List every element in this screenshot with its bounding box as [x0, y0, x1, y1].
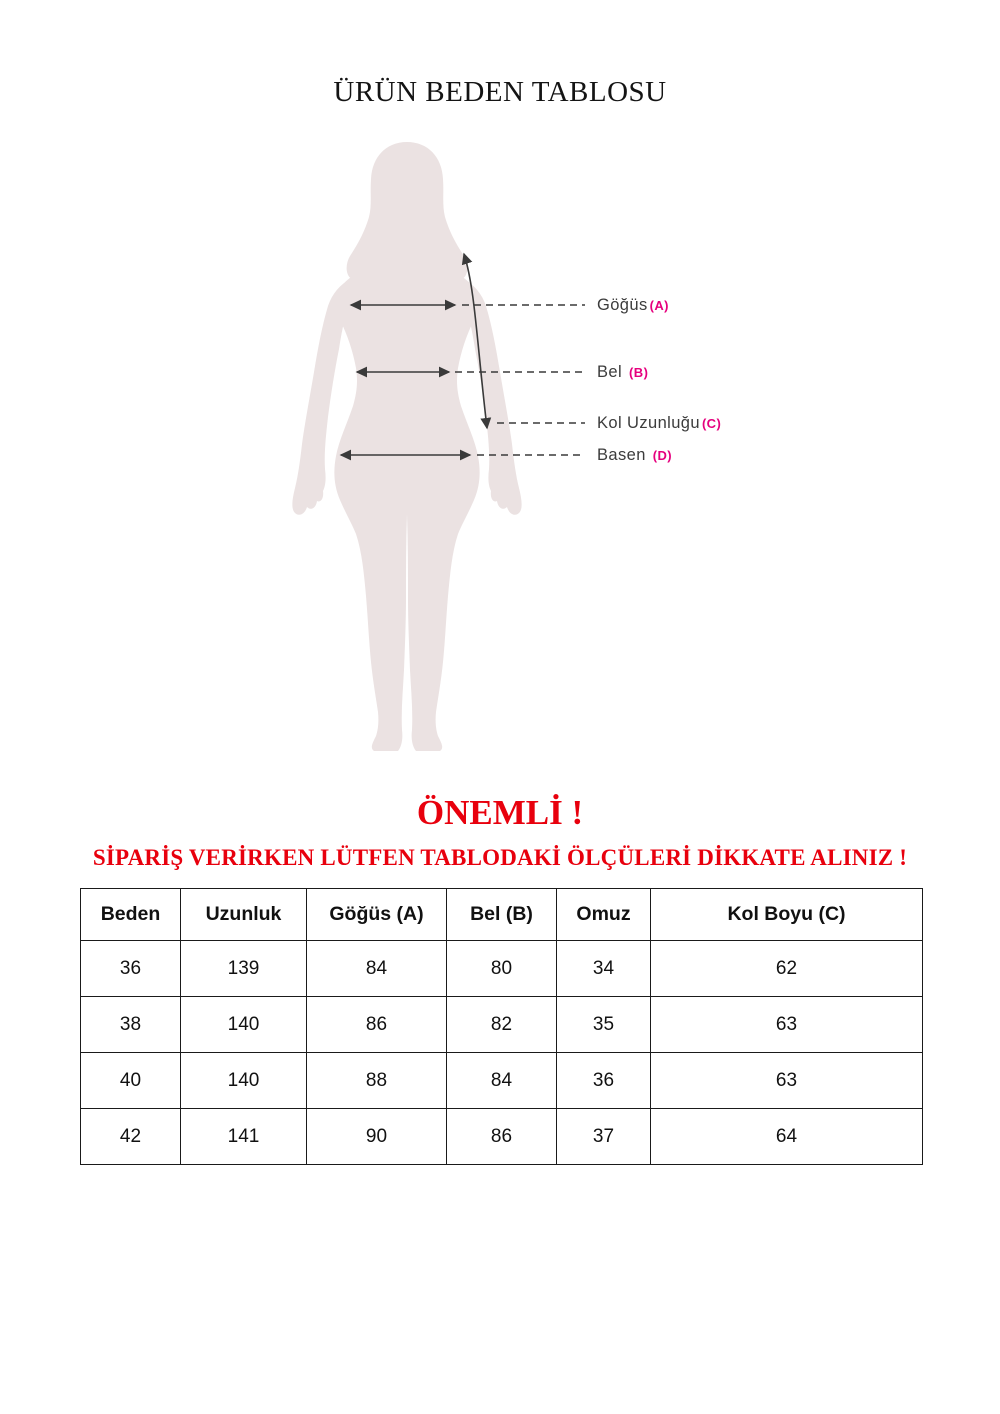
- size-table-row: [81, 997, 923, 1053]
- measure-label-chest-code: (A): [649, 298, 669, 313]
- measure-label-waist-text: Bel: [597, 363, 623, 381]
- table-cell: 63: [651, 1053, 923, 1109]
- col-header-gogus: Göğüs (A): [307, 889, 447, 941]
- table-cell: 37: [557, 1109, 651, 1165]
- table-cell: 82: [447, 997, 557, 1053]
- table-cell: 80: [447, 941, 557, 997]
- table-cell: 88: [307, 1053, 447, 1109]
- col-header-uzunluk: Uzunluk: [181, 889, 307, 941]
- measure-label-hip: [597, 445, 672, 465]
- table-cell: 64: [651, 1109, 923, 1165]
- table-cell: 62: [651, 941, 923, 997]
- table-cell: 34: [557, 941, 651, 997]
- body-measurement-diagram: [0, 130, 1000, 762]
- measure-label-hip-code: (D): [652, 448, 673, 463]
- measure-label-waist: [597, 362, 648, 382]
- col-header-bel: Bel (B): [447, 889, 557, 941]
- measure-label-chest-text: Göğüs: [597, 296, 648, 314]
- silhouette-head: [347, 142, 468, 280]
- table-cell: 36: [557, 1053, 651, 1109]
- table-cell: 140: [181, 1053, 307, 1109]
- table-cell: 36: [81, 941, 181, 997]
- measure-label-arm-text: Kol Uzunluğu: [597, 414, 700, 432]
- size-table-row: [81, 1109, 923, 1165]
- important-note: SİPARİŞ VERİRKEN LÜTFEN TABLODAKİ ÖLÇÜLERİ DİKKATE ALINIZ !: [92, 845, 908, 870]
- size-table-header-row: [81, 889, 923, 941]
- body-silhouette: [292, 142, 521, 751]
- table-cell: 35: [557, 997, 651, 1053]
- measure-label-chest: [597, 295, 669, 315]
- table-cell: 86: [447, 1109, 557, 1165]
- size-table-row: [81, 1053, 923, 1109]
- size-table: [80, 888, 923, 1165]
- table-cell: 139: [181, 941, 307, 997]
- table-cell: 63: [651, 997, 923, 1053]
- table-cell: 38: [81, 997, 181, 1053]
- col-header-kol-boyu: Kol Boyu (C): [651, 889, 923, 941]
- table-cell: 84: [307, 941, 447, 997]
- measure-label-hip-text: Basen: [597, 446, 646, 464]
- col-header-omuz: Omuz: [557, 889, 651, 941]
- table-cell: 90: [307, 1109, 447, 1165]
- size-table-row: [81, 941, 923, 997]
- measure-label-waist-code: (B): [629, 365, 649, 380]
- table-cell: 86: [307, 997, 447, 1053]
- measure-label-arm: [597, 413, 721, 433]
- page-title: ÜRÜN BEDEN TABLOSU: [333, 76, 667, 108]
- measure-label-arm-code: (C): [701, 416, 722, 431]
- important-heading: ÖNEMLİ !: [416, 793, 584, 832]
- table-cell: 141: [181, 1109, 307, 1165]
- table-cell: 42: [81, 1109, 181, 1165]
- table-cell: 140: [181, 997, 307, 1053]
- table-cell: 84: [447, 1053, 557, 1109]
- col-header-beden: Beden: [81, 889, 181, 941]
- table-cell: 40: [81, 1053, 181, 1109]
